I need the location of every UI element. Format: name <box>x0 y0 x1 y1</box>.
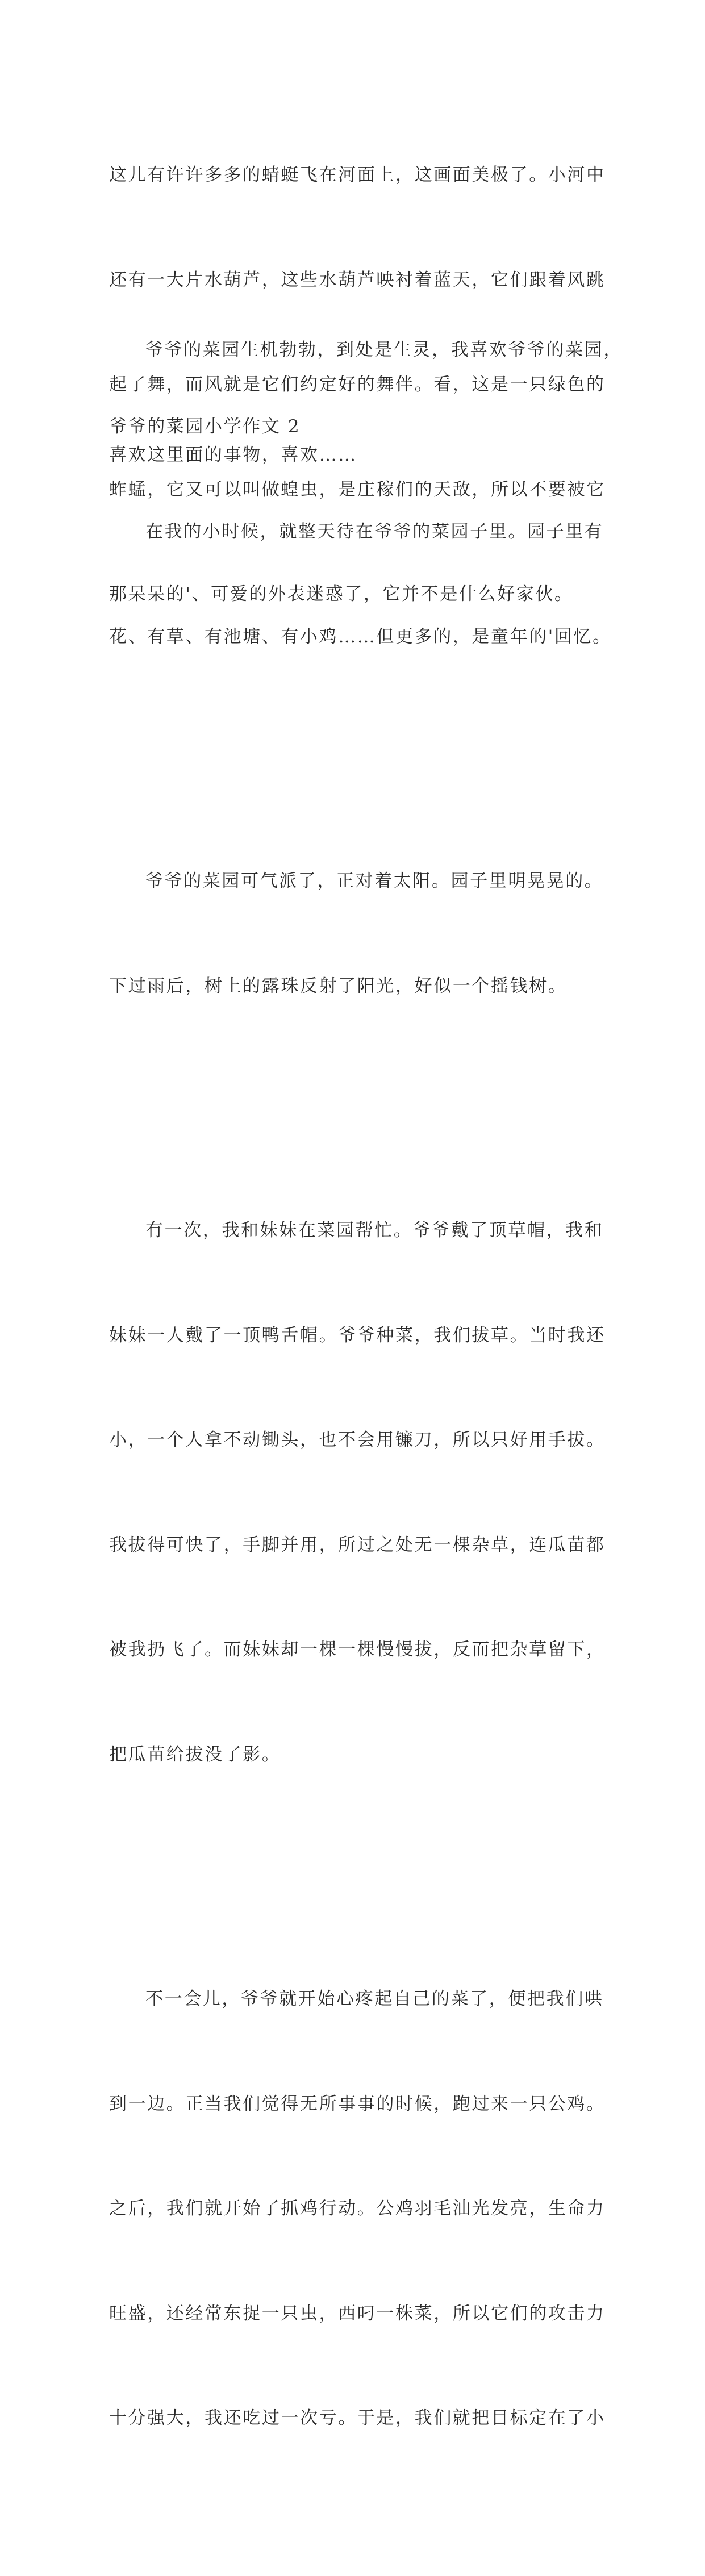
paragraph-line: 我拔得可快了，手脚并用，所过之处无一棵杂草，连瓜苗都 <box>109 1534 606 1555</box>
paragraph-line: 蚱蜢，它又可以叫做蝗虫，是庄稼们的天敌，所以不要被它 <box>109 479 606 500</box>
essay-body <box>109 375 612 2576</box>
paragraph-line: 之后，我们就开始了抓鸡行动。公鸡羽毛油光发亮，生命力 <box>109 2198 606 2219</box>
paragraph-line: 起了舞，而风就是它们约定好的舞伴。看，这是一只绿色的 <box>109 374 606 395</box>
essay-paragraph <box>109 1912 606 2506</box>
paragraph-line: 把瓜苗给拔没了影。 <box>109 1744 281 1765</box>
paragraph-line: 旺盛，还经常东捉一只虫，西叼一株菜，所以它们的攻击力 <box>109 2303 606 2324</box>
paragraph-line: 十分强大，我还吃过一次亏。于是，我们就把目标定在了小 <box>109 2408 606 2428</box>
essay-title-text: 爷爷的菜园小学作文 2 <box>109 416 301 437</box>
paragraph-line: 花、有草、有池塘、有小鸡……但更多的，是童年的'回忆。 <box>109 626 612 647</box>
paragraph-line: 被我扔飞了。而妹妹却一棵一棵慢慢拔，反而把杂草留下， <box>109 1639 606 1660</box>
paragraph-line: 爷爷的菜园生机勃勃，到处是生灵，我喜欢爷爷的菜园， <box>145 340 623 360</box>
paragraph-line: 小，一个人拿不动锄头，也不会用镰刀，所以只好用手拔。 <box>109 1430 606 1450</box>
paragraph-line: 爷爷的菜园可气派了，正对着太阳。园子里明晃晃的。 <box>145 871 604 891</box>
paragraph-line: 不一会儿，爷爷就开始心疼起自己的菜了，便把我们哄 <box>145 1989 604 2009</box>
paragraph-line: 在我的小时候，就整天待在爷爷的菜园子里。园子里有 <box>145 521 604 542</box>
paragraph-line: 有一次，我和妹妹在菜园帮忙。爷爷戴了顶草帽，我和 <box>145 1220 604 1241</box>
essay-paragraph <box>109 1143 606 1842</box>
essay-paragraph <box>109 445 612 724</box>
paragraph-line: 那呆呆的'、可爱的外表迷惑了，它并不是什么好家伙。 <box>109 584 574 604</box>
paragraph-line: 这儿有许许多多的蜻蜓飞在河面上，这画面美极了。小河中 <box>109 165 606 185</box>
essay-paragraph <box>109 794 604 1074</box>
paragraph-line: 到一边。正当我们觉得无所事事的时候，跑过来一只公鸡。 <box>109 2093 606 2114</box>
paragraph-line: 妹妹一人戴了一顶鸭舌帽。爷爷种菜，我们拔草。当时我还 <box>109 1325 606 1346</box>
paragraph-line: 下过雨后，树上的露珠反射了阳光，好似一个摇钱树。 <box>109 975 568 996</box>
paragraph-line: 喜欢这里面的事物，喜欢…… <box>109 444 357 465</box>
paragraph-line: 还有一大片水葫芦，这些水葫芦映衬着蓝天，它们跟着风跳 <box>109 269 606 290</box>
